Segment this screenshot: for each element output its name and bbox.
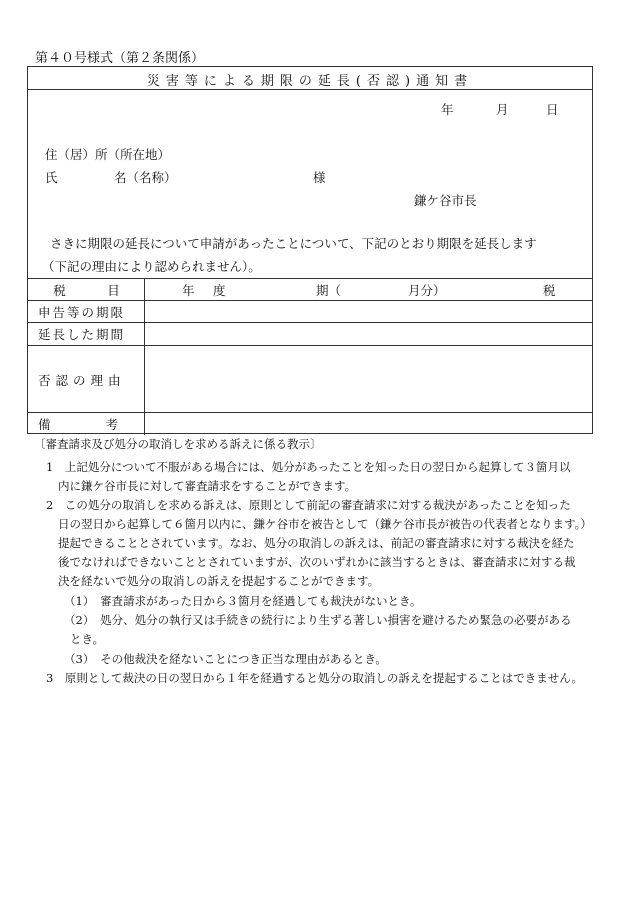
divider: [28, 412, 592, 413]
name-label-b: 名（名称）: [114, 170, 177, 185]
sub-note-2-line-2: とき。: [70, 632, 105, 646]
notice-form: [27, 66, 593, 434]
zei-label: 税: [543, 283, 556, 298]
notice-line-2: （下記の理由により認められません）。: [42, 259, 261, 274]
address-label: 住（居）所（所在地）: [45, 147, 171, 162]
note-1-line-2: 内に鎌ケ谷市長に対して審査請求をすることができます。: [58, 479, 357, 493]
divider: [28, 89, 592, 90]
divider: [28, 322, 592, 323]
nendo-label: 年 度: [182, 283, 229, 298]
tax-item-label: 税 目: [53, 283, 121, 298]
deadline-label: 申告等の期限: [38, 305, 126, 320]
ki-label: 期（: [316, 283, 342, 298]
column-divider: [144, 278, 145, 435]
tsukibun-label: 月分）: [408, 283, 446, 298]
form-number: 第４０号様式（第２条関係）: [35, 51, 205, 66]
notice-line-1: さきに期限の延長について申請があったことについて、下記のとおり期限を延長します: [50, 236, 537, 251]
date-month: 月: [496, 102, 509, 117]
instructions-heading: 〔審査請求及び処分の取消しを求める訴えに係る教示〕: [34, 437, 322, 451]
note-2-line-3: 提起できることとされています。なお、処分の取消しの訴えは、前記の審査請求に対する裁決を経た: [58, 536, 575, 550]
divider: [28, 300, 592, 301]
note-2-line-5: 決を経ないで処分の取消しの訴えを提起することができます。: [58, 574, 380, 588]
reason-label: 否認の理由: [38, 373, 126, 388]
note-2-line-1: 2 この処分の取消しを求める訴えは、原則として前記の審査請求に対する裁決があったことを知った: [46, 498, 571, 512]
note-1-line-1: 1 上記処分について不服がある場合には、処分があったことを知った日の翌日から起算して３箇月以: [46, 460, 571, 474]
note-2-line-2: 日の翌日から起算して６箇月以内に、鎌ケ谷市を被告として（鎌ケ谷市長が被告の代表者となります。）: [58, 517, 592, 531]
extended-label: 延長した期間: [38, 327, 126, 342]
sub-note-1: （1） 審査請求があった日から３箇月を経過しても裁決がないとき。: [64, 594, 422, 608]
remarks-label: 備 考: [38, 417, 120, 432]
date-day: 日: [546, 102, 559, 117]
divider: [28, 345, 592, 346]
issuer: 鎌ケ谷市長: [414, 193, 477, 208]
sub-note-3: （3） その他裁決を経ないことにつき正当な理由があるとき。: [64, 652, 387, 666]
sub-note-2-line-1: （2） 処分、処分の執行又は手続きの続行により生ずる著しい損害を避けるため緊急の必要がある: [64, 613, 572, 627]
name-label-a: 氏: [45, 170, 58, 185]
divider: [28, 278, 592, 279]
form-title: 災害等による期限の延長(否認)通知書: [146, 74, 474, 89]
note-2-line-4: 後でなければできないこととされていますが、次のいずれかに該当するときは、審査請求に対する裁: [58, 555, 576, 569]
honorific: 様: [313, 170, 326, 185]
note-3: 3 原則として裁決の日の翌日から１年を経過すると処分の取消しの訴えを提起することはできません。: [46, 671, 584, 685]
date-year: 年: [441, 102, 454, 117]
